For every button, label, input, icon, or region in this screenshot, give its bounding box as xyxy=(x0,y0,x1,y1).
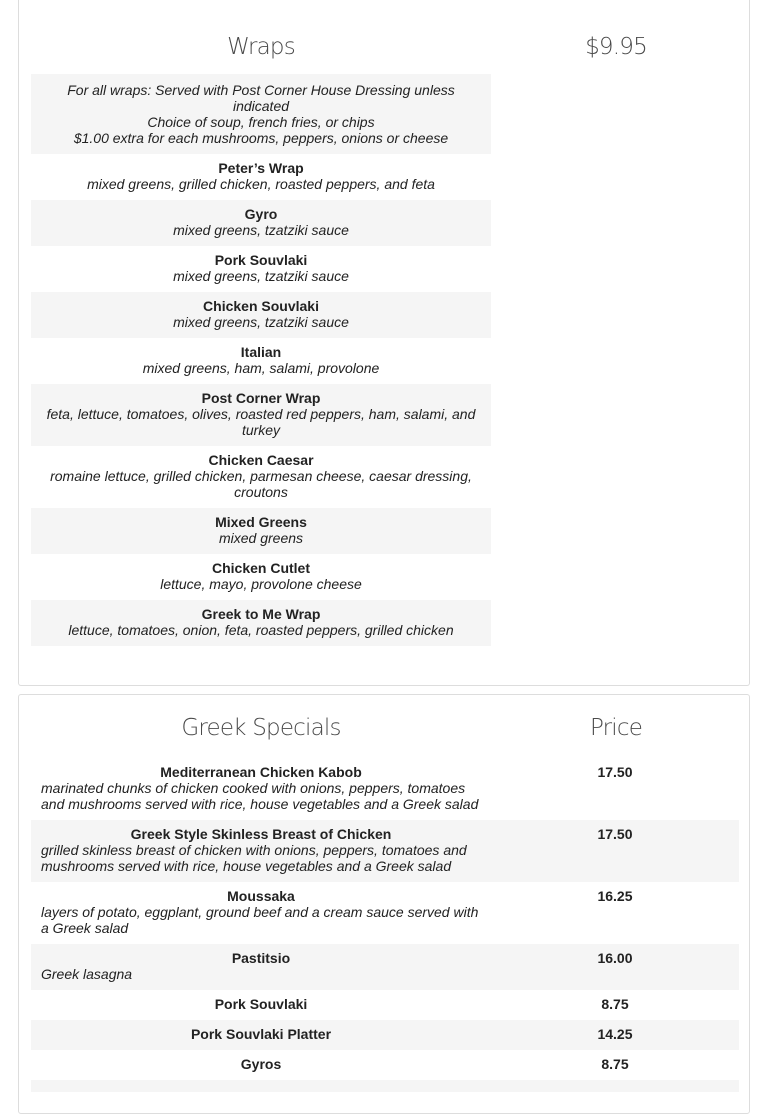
item-description: mixed greens, tzatziki sauce xyxy=(173,268,349,284)
item-name: Moussaka xyxy=(227,888,295,904)
item-price: 14.25 xyxy=(597,1026,633,1042)
item-description: mixed greens, ham, salami, provolone xyxy=(142,360,380,376)
item-description: feta, lettuce, tomatoes, olives, roasted red peppers, ham, salami, and turkey xyxy=(46,406,476,438)
item-description: lettuce, tomatoes, onion, feta, roasted peppers, grilled chicken xyxy=(68,622,454,638)
item-name: Pork Souvlaki xyxy=(214,252,308,268)
wraps-price: $9.95 xyxy=(585,34,647,60)
menu-item xyxy=(31,600,491,646)
menu-item xyxy=(31,882,739,944)
greek-specials-list xyxy=(31,758,739,1092)
item-name: Chicken Cutlet xyxy=(211,560,310,576)
item-name: Peter’s Wrap xyxy=(218,160,304,176)
item-name: Mediterranean Chicken Kabob xyxy=(160,764,362,780)
wraps-intro-line: $1.00 extra for each mushrooms, peppers, onions or cheese xyxy=(73,130,449,146)
item-name: Gyros xyxy=(240,1056,282,1072)
item-description: mixed greens xyxy=(218,530,304,546)
item-description: Greek lasagna xyxy=(41,966,133,982)
item-name: Post Corner Wrap xyxy=(201,390,321,406)
item-name: Pastitsio xyxy=(231,950,291,966)
wraps-intro-line: For all wraps: Served with Post Corner House Dressing unless indicated xyxy=(67,82,455,114)
item-name: Chicken Souvlaki xyxy=(203,298,319,314)
item-description: grilled skinless breast of chicken with onions, peppers, tomatoes and mushrooms served with rice, house vegetables and a Greek salad xyxy=(41,842,467,874)
item-name: Italian xyxy=(240,344,282,360)
item-description: lettuce, mayo, provolone cheese xyxy=(160,576,362,592)
item-description: mixed greens, grilled chicken, roasted peppers, and feta xyxy=(87,176,435,192)
wraps-intro-line: Choice of soup, french fries, or chips xyxy=(147,114,375,130)
item-price: 16.00 xyxy=(597,950,633,966)
menu-item xyxy=(31,758,739,820)
item-price: 17.50 xyxy=(597,764,633,780)
item-name: Greek Style Skinless Breast of Chicken xyxy=(130,826,392,842)
menu-item xyxy=(31,292,491,338)
menu-item xyxy=(31,338,491,384)
item-name: Pork Souvlaki Platter xyxy=(190,1026,332,1042)
item-name: Gyro xyxy=(244,206,278,222)
item-description: marinated chunks of chicken cooked with onions, peppers, tomatoes and mushrooms served with rice, house vegetables and a Greek salad xyxy=(41,780,479,812)
menu-item xyxy=(31,446,491,508)
menu-item xyxy=(31,384,491,446)
item-description: romaine lettuce, grilled chicken, parmesan cheese, caesar dressing, croutons xyxy=(50,468,472,500)
menu-item xyxy=(31,508,491,554)
item-name: Chicken Caesar xyxy=(208,452,314,468)
menu-item xyxy=(31,554,491,600)
greek-specials-title: Greek Specials xyxy=(181,715,341,741)
menu-item xyxy=(31,200,491,246)
item-price: 17.50 xyxy=(597,826,633,842)
menu-item xyxy=(31,1050,739,1080)
menu-item xyxy=(31,246,491,292)
menu-item xyxy=(31,990,739,1020)
item-name: Greek to Me Wrap xyxy=(201,606,321,622)
price-header: Price xyxy=(589,715,643,741)
item-price: 8.75 xyxy=(601,996,629,1012)
item-price: 16.25 xyxy=(597,888,633,904)
item-name: Pork Souvlaki xyxy=(214,996,308,1012)
wraps-intro xyxy=(31,74,491,154)
menu-item xyxy=(31,1020,739,1050)
item-description: layers of potato, eggplant, ground beef and a cream sauce served with a Greek salad xyxy=(41,904,479,936)
wraps-list xyxy=(31,74,491,646)
menu-item xyxy=(31,820,739,882)
item-description: mixed greens, tzatziki sauce xyxy=(173,222,349,238)
item-name: Mixed Greens xyxy=(215,514,307,530)
wraps-section xyxy=(18,0,750,686)
item-price: 8.75 xyxy=(601,1056,629,1072)
menu-item-partial xyxy=(31,1080,739,1092)
menu-item xyxy=(31,154,491,200)
greek-specials-section xyxy=(18,694,750,1114)
wraps-title: Wraps xyxy=(227,34,295,60)
item-description: mixed greens, tzatziki sauce xyxy=(173,314,349,330)
menu-item xyxy=(31,944,739,990)
